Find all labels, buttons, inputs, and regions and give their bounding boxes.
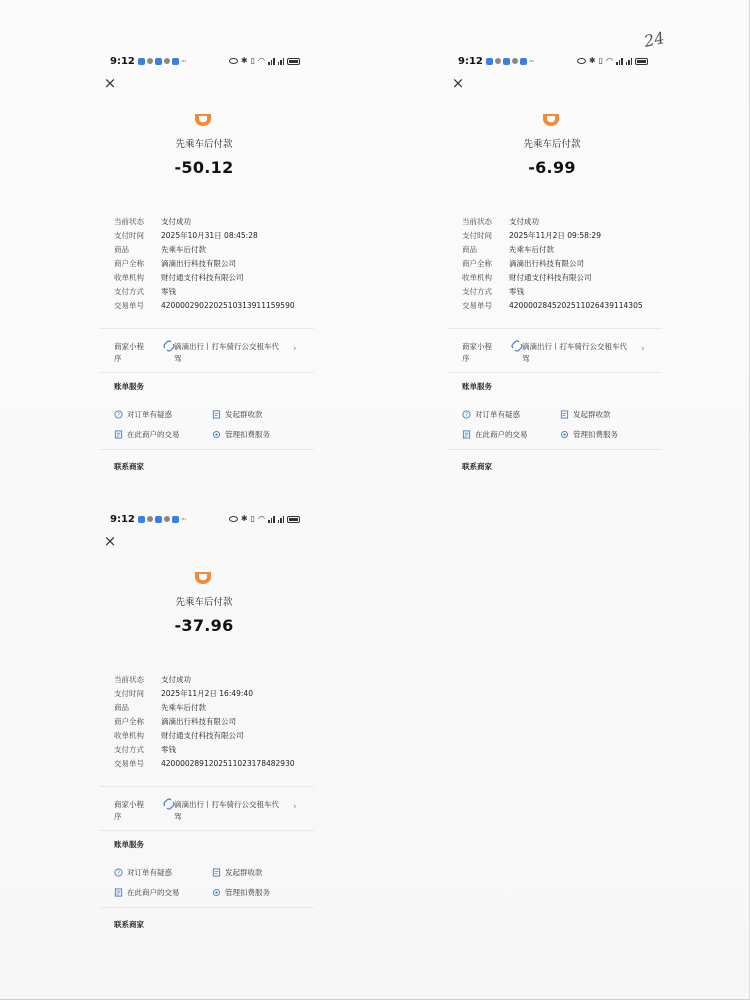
status-time: 9:12 <box>110 513 135 525</box>
detail-label: 收单机构 <box>114 272 144 282</box>
service-label: 对订单有疑惑 <box>475 410 520 419</box>
detail-value: 滴滴出行科技有限公司 <box>161 258 236 268</box>
manage-deduction-button[interactable] <box>560 429 618 440</box>
detail-row <box>114 256 310 270</box>
detail-row <box>114 714 310 728</box>
divider <box>100 907 314 908</box>
merchant-mini-program-row[interactable] <box>114 797 300 823</box>
detail-label: 支付方式 <box>114 286 144 296</box>
chevron-right-icon: › <box>293 802 297 812</box>
battery-icon <box>287 58 300 65</box>
receipt-screenshot-3 <box>103 510 310 940</box>
app-notification-icon <box>138 58 145 65</box>
detail-value: 滴滴出行科技有限公司 <box>161 716 236 726</box>
didi-logo-icon <box>541 111 561 127</box>
receipt-icon <box>212 868 221 877</box>
detail-label: 支付时间 <box>114 230 144 240</box>
detail-value: 2025年10月31日 08:45:28 <box>161 230 258 240</box>
detail-value: 2025年11月2日 09:58:29 <box>509 230 601 240</box>
divider <box>100 449 314 450</box>
status-bar <box>458 54 648 68</box>
detail-value: 财付通支付科技有限公司 <box>509 272 592 282</box>
status-time: 9:12 <box>458 55 483 67</box>
detail-row <box>114 298 310 312</box>
notification-icons <box>138 515 186 524</box>
detail-label: 支付时间 <box>462 230 492 240</box>
receipt-icon <box>212 410 221 419</box>
app-notification-icon <box>520 58 527 65</box>
divider <box>100 830 314 831</box>
detail-label: 交易单号 <box>462 300 492 310</box>
merchant-title: 先乘车后付款 <box>523 139 581 150</box>
detail-value: 先乘车后付款 <box>509 244 554 254</box>
divider <box>448 372 662 373</box>
service-label: 对订单有疑惑 <box>127 410 172 419</box>
detail-value: 支付成功 <box>161 216 191 226</box>
transaction-details <box>114 214 310 312</box>
payment-amount: -50.12 <box>174 158 234 177</box>
detail-label: 支付时间 <box>114 688 144 698</box>
detail-value: 零钱 <box>161 744 176 754</box>
mini-program-name: 滴滴出行丨打车骑行公交租车代驾 <box>174 342 279 363</box>
wifi-icon: ◠ <box>606 56 613 65</box>
app-notification-icon <box>164 58 170 64</box>
close-icon[interactable]: × <box>451 74 465 92</box>
merchant-title: 先乘车后付款 <box>175 139 233 150</box>
gear-icon <box>212 888 221 897</box>
contact-merchant-button[interactable]: 联系商家 <box>462 462 492 471</box>
svg-text:?: ? <box>465 412 468 419</box>
more-notifications-icon: ··· <box>180 514 186 524</box>
notification-icons <box>486 57 534 66</box>
app-notification-icon <box>495 58 501 64</box>
receipt-screenshot-2 <box>451 52 658 482</box>
service-label: 发起群收款 <box>225 868 263 877</box>
more-notifications-icon: ··· <box>528 56 534 66</box>
detail-row <box>462 242 658 256</box>
document-icon <box>114 430 123 439</box>
detail-value: 财付通支付科技有限公司 <box>161 730 244 740</box>
detail-label: 商户全称 <box>114 258 144 268</box>
receipt-screenshot-1 <box>103 52 310 482</box>
detail-label: 当前状态 <box>462 216 492 226</box>
document-icon <box>462 430 471 439</box>
detail-row <box>114 672 310 686</box>
detail-row <box>114 242 310 256</box>
wifi-icon: ◠ <box>258 56 265 65</box>
detail-row <box>462 284 658 298</box>
app-notification-icon <box>172 58 179 65</box>
detail-row <box>114 270 310 284</box>
detail-value: 4200002891202511023178482930 <box>161 758 295 768</box>
handwritten-note: 24 <box>642 28 667 51</box>
manage-deduction-button[interactable] <box>212 887 270 898</box>
app-notification-icon <box>155 58 162 65</box>
transaction-details <box>114 672 310 770</box>
more-notifications-icon: ··· <box>180 56 186 66</box>
detail-value: 4200002902202510313911159590 <box>161 300 295 310</box>
document-icon <box>114 888 123 897</box>
service-label: 管理扣费服务 <box>573 430 618 439</box>
gear-icon <box>212 430 221 439</box>
detail-row <box>114 742 310 756</box>
signal-icon <box>616 58 623 65</box>
status-bar <box>110 54 300 68</box>
signal-icon <box>278 516 285 523</box>
detail-label: 商品 <box>462 244 477 254</box>
battery-icon <box>287 516 300 523</box>
gear-icon <box>560 430 569 439</box>
app-notification-icon <box>147 58 153 64</box>
merchant-mini-program-row[interactable] <box>114 339 300 365</box>
detail-value: 2025年11月2日 16:49:40 <box>161 688 253 698</box>
bluetooth-icon: ✱ <box>240 56 248 65</box>
didi-logo-icon <box>193 111 213 127</box>
service-label: 管理扣费服务 <box>225 430 270 439</box>
detail-label: 收单机构 <box>462 272 492 282</box>
vibrate-icon: ▯ <box>598 56 604 65</box>
vibrate-icon: ▯ <box>250 56 256 65</box>
bill-service-title: 账单服务 <box>114 382 144 391</box>
detail-label: 当前状态 <box>114 674 144 684</box>
service-label: 发起群收款 <box>573 410 611 419</box>
transaction-details <box>462 214 658 312</box>
group-collection-button[interactable] <box>560 409 611 420</box>
bluetooth-icon: ✱ <box>588 56 596 65</box>
detail-label: 商户全称 <box>114 716 144 726</box>
mini-program-name: 滴滴出行丨打车骑行公交租车代驾 <box>522 342 627 363</box>
question-icon <box>114 410 123 419</box>
eye-comfort-icon <box>577 58 586 64</box>
detail-row <box>114 686 310 700</box>
signal-icon <box>268 58 275 65</box>
order-question-button[interactable] <box>114 409 172 420</box>
service-label: 在此商户的交易 <box>475 430 528 439</box>
app-notification-icon <box>172 516 179 523</box>
detail-row <box>114 700 310 714</box>
bill-service-title: 账单服务 <box>462 382 492 391</box>
merchant-transactions-button[interactable] <box>114 429 180 440</box>
mini-program-label: 商家小程序 <box>114 342 144 363</box>
wifi-icon: ◠ <box>258 514 265 523</box>
detail-row <box>462 298 658 312</box>
app-notification-icon <box>486 58 493 65</box>
merchant-transactions-button[interactable] <box>462 429 528 440</box>
eye-comfort-icon <box>229 58 238 64</box>
detail-row <box>462 270 658 284</box>
app-notification-icon <box>147 516 153 522</box>
service-label: 对订单有疑惑 <box>127 868 172 877</box>
merchant-mini-program-row[interactable] <box>462 339 648 365</box>
divider <box>448 449 662 450</box>
app-notification-icon <box>138 516 145 523</box>
divider <box>448 328 662 329</box>
status-bar <box>110 512 300 526</box>
detail-value: 支付成功 <box>161 674 191 684</box>
order-question-button[interactable] <box>462 409 520 420</box>
close-icon[interactable]: × <box>103 532 117 550</box>
contact-merchant-button[interactable]: 联系商家 <box>114 462 144 471</box>
service-label: 在此商户的交易 <box>127 430 180 439</box>
order-question-button[interactable] <box>114 867 172 878</box>
service-label: 发起群收款 <box>225 410 263 419</box>
detail-label: 支付方式 <box>114 744 144 754</box>
eye-comfort-icon <box>229 516 238 522</box>
close-icon[interactable]: × <box>103 74 117 92</box>
mini-program-label: 商家小程序 <box>462 342 492 363</box>
chevron-right-icon: › <box>641 344 645 354</box>
service-label: 在此商户的交易 <box>127 888 180 897</box>
detail-label: 支付方式 <box>462 286 492 296</box>
detail-value: 财付通支付科技有限公司 <box>161 272 244 282</box>
group-collection-button[interactable] <box>212 867 263 878</box>
detail-row <box>114 756 310 770</box>
detail-row <box>462 214 658 228</box>
payment-amount: -6.99 <box>528 158 576 177</box>
manage-deduction-button[interactable] <box>212 429 270 440</box>
divider <box>100 372 314 373</box>
detail-label: 当前状态 <box>114 216 144 226</box>
detail-value: 滴滴出行科技有限公司 <box>509 258 584 268</box>
svg-text:?: ? <box>117 870 120 877</box>
detail-row <box>114 228 310 242</box>
bill-service-title: 账单服务 <box>114 840 144 849</box>
didi-logo-icon <box>193 569 213 585</box>
signal-icon <box>626 58 633 65</box>
app-notification-icon <box>512 58 518 64</box>
merchant-title: 先乘车后付款 <box>175 597 233 608</box>
app-notification-icon <box>155 516 162 523</box>
signal-icon <box>278 58 285 65</box>
detail-label: 收单机构 <box>114 730 144 740</box>
mini-program-name: 滴滴出行丨打车骑行公交租车代驾 <box>174 800 279 821</box>
notification-icons <box>138 57 186 66</box>
vibrate-icon: ▯ <box>250 514 256 523</box>
group-collection-button[interactable] <box>212 409 263 420</box>
app-notification-icon <box>164 516 170 522</box>
detail-label: 交易单号 <box>114 758 144 768</box>
detail-value: 先乘车后付款 <box>161 244 206 254</box>
detail-label: 商品 <box>114 702 129 712</box>
bluetooth-icon: ✱ <box>240 514 248 523</box>
question-icon <box>114 868 123 877</box>
detail-row <box>462 256 658 270</box>
detail-value: 零钱 <box>161 286 176 296</box>
detail-value: 支付成功 <box>509 216 539 226</box>
payment-amount: -37.96 <box>174 616 234 635</box>
merchant-transactions-button[interactable] <box>114 887 180 898</box>
mini-program-label: 商家小程序 <box>114 800 144 821</box>
svg-text:?: ? <box>117 412 120 419</box>
detail-row <box>462 228 658 242</box>
detail-row <box>114 284 310 298</box>
question-icon <box>462 410 471 419</box>
signal-icon <box>268 516 275 523</box>
detail-label: 商品 <box>114 244 129 254</box>
detail-row <box>114 214 310 228</box>
detail-value: 零钱 <box>509 286 524 296</box>
detail-label: 交易单号 <box>114 300 144 310</box>
status-time: 9:12 <box>110 55 135 67</box>
contact-merchant-button[interactable]: 联系商家 <box>114 920 144 929</box>
service-label: 管理扣费服务 <box>225 888 270 897</box>
receipt-icon <box>560 410 569 419</box>
detail-value: 先乘车后付款 <box>161 702 206 712</box>
divider <box>100 786 314 787</box>
detail-label: 商户全称 <box>462 258 492 268</box>
battery-icon <box>635 58 648 65</box>
divider <box>100 328 314 329</box>
app-notification-icon <box>503 58 510 65</box>
detail-row <box>114 728 310 742</box>
detail-value: 4200002845202511026439114305 <box>509 300 643 310</box>
chevron-right-icon: › <box>293 344 297 354</box>
